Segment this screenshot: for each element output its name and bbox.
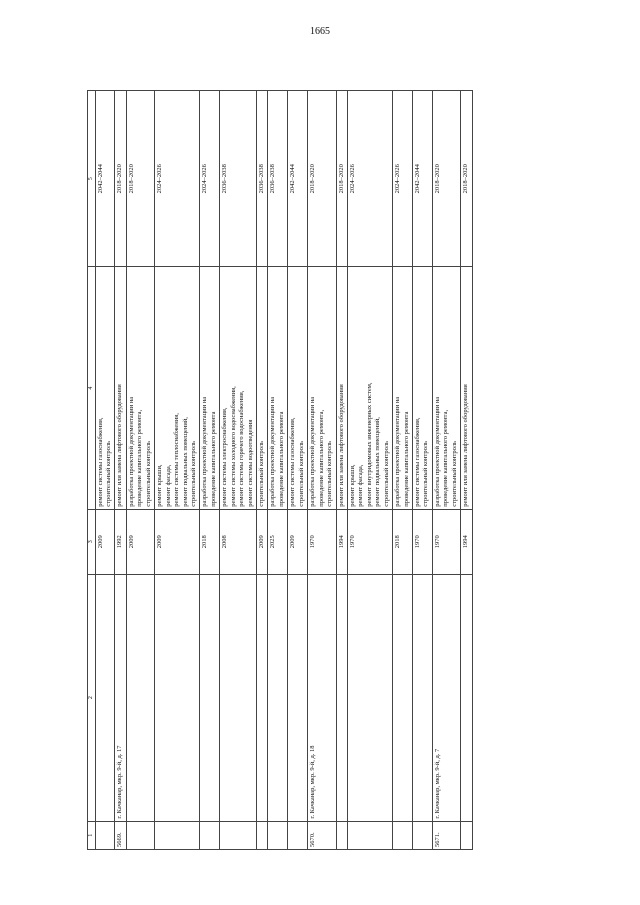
work-line: ремонт системы электроснабжения, — [221, 407, 229, 507]
building-address — [220, 574, 257, 821]
repair-period: 2024–2026 — [155, 91, 200, 267]
table-row — [268, 91, 288, 850]
column-number-5: 5 — [88, 91, 96, 267]
column-number-3: 3 — [88, 509, 96, 574]
work-line: ремонт системы теплоснабжения, — [173, 413, 181, 507]
table-row — [126, 91, 154, 850]
table-row — [308, 91, 336, 850]
repair-period: 2018–2020 — [336, 91, 347, 267]
work-line: разработка проектной документации на — [433, 396, 441, 507]
entry-number — [95, 821, 115, 849]
repair-period: 2018–2020 — [432, 91, 460, 267]
year-cell: 1994 — [461, 509, 472, 574]
work-line: ремонт крыши, — [156, 464, 164, 507]
work-description — [336, 267, 347, 509]
work-line: разработка проектной документации на — [269, 396, 277, 507]
table-row — [220, 91, 257, 850]
repair-period: 2018–2020 — [308, 91, 336, 267]
entry-number: 5669. — [115, 821, 126, 849]
repair-period: 2042–2044 — [413, 91, 433, 267]
entry-number: 5671. — [432, 821, 460, 849]
building-address — [393, 574, 413, 821]
table-row — [347, 91, 392, 850]
work-description — [126, 267, 154, 509]
column-number-2: 2 — [88, 574, 96, 821]
repair-schedule-table — [87, 90, 473, 850]
table-row — [288, 91, 308, 850]
work-description — [155, 267, 200, 509]
work-line: разработка проектной документации на — [201, 396, 209, 507]
building-address — [461, 574, 472, 821]
year-cell: 2018 — [200, 509, 220, 574]
table-header-row — [88, 91, 96, 850]
repair-period: 2024–2026 — [393, 91, 413, 267]
table-row — [336, 91, 347, 850]
work-line: строительный контроль — [144, 441, 152, 507]
repair-period: 2018–2020 — [461, 91, 472, 267]
work-description — [200, 267, 220, 509]
work-description — [220, 267, 257, 509]
column-number-4: 4 — [88, 267, 96, 509]
work-line: строительный контроль — [382, 441, 390, 507]
work-line: проведение капитального ремонта, — [317, 409, 325, 507]
work-line: ремонт подвальных помещений, — [181, 417, 189, 507]
work-line: ремонт или замена лифтового оборудования — [337, 384, 345, 507]
work-line: ремонт системы холодного водоснабжения, — [229, 386, 237, 507]
building-address: г. Качканар, мкр. 9-й, д. 17 — [115, 574, 126, 821]
work-line: строительный контроль — [326, 441, 334, 507]
repair-period: 2018–2020 — [115, 91, 126, 267]
year-cell: 1970 — [413, 509, 433, 574]
work-line: проведение капитального ремонта — [402, 411, 410, 507]
work-description — [413, 267, 433, 509]
year-cell: 1970 — [347, 509, 392, 574]
table-row — [155, 91, 200, 850]
work-line: проведение капитального ремонта — [277, 411, 285, 507]
entry-number — [288, 821, 308, 849]
column-number-1: 1 — [88, 821, 96, 849]
table-row — [115, 91, 126, 850]
work-line: ремонт системы газоснабжения, — [289, 417, 297, 507]
work-line: ремонт системы водоотведения — [246, 419, 254, 507]
work-line: ремонт внутридомовых инженерных систем, — [365, 382, 373, 507]
table-row — [200, 91, 220, 850]
table-row — [461, 91, 472, 850]
work-line: ремонт системы газоснабжения, — [96, 417, 104, 507]
table-row — [257, 91, 268, 850]
work-description — [257, 267, 268, 509]
entry-number — [393, 821, 413, 849]
work-line: строительный контроль — [450, 441, 458, 507]
building-address: г. Качканар, мкр. 9-й, д. 18 — [308, 574, 336, 821]
work-line: строительный контроль — [258, 441, 266, 507]
work-description — [347, 267, 392, 509]
repair-period: 2042–2044 — [288, 91, 308, 267]
work-line: строительный контроль — [422, 441, 430, 507]
work-line: проведение капитального ремонта, — [136, 409, 144, 507]
work-line: ремонт подвальных помещений, — [374, 417, 382, 507]
work-line: строительный контроль — [297, 441, 305, 507]
repair-period: 2036–2038 — [220, 91, 257, 267]
building-address — [95, 574, 115, 821]
entry-number — [220, 821, 257, 849]
year-cell: 2018 — [393, 509, 413, 574]
repair-period: 2024–2026 — [347, 91, 392, 267]
rotated-table-container — [87, 90, 553, 850]
work-description — [393, 267, 413, 509]
work-line: проведение капитального ремонта, — [442, 409, 450, 507]
building-address — [336, 574, 347, 821]
table-row — [95, 91, 115, 850]
work-line: ремонт крыши, — [348, 464, 356, 507]
work-line: ремонт или замена лифтового оборудования — [116, 384, 124, 507]
building-address — [257, 574, 268, 821]
repair-period: 2036–2038 — [268, 91, 288, 267]
page-number: 1665 — [310, 26, 330, 37]
building-address — [413, 574, 433, 821]
year-cell: 1970 — [308, 509, 336, 574]
year-cell: 1970 — [432, 509, 460, 574]
year-cell: 1992 — [115, 509, 126, 574]
year-cell: 1994 — [336, 509, 347, 574]
repair-period: 2024–2026 — [200, 91, 220, 267]
entry-number — [155, 821, 200, 849]
work-description — [115, 267, 126, 509]
building-address — [288, 574, 308, 821]
work-line: ремонт фасада, — [164, 464, 172, 507]
entry-number — [413, 821, 433, 849]
work-description — [95, 267, 115, 509]
entry-number — [257, 821, 268, 849]
work-line: ремонт или замена лифтового оборудования — [462, 384, 470, 507]
entry-number — [200, 821, 220, 849]
entry-number — [461, 821, 472, 849]
building-address — [155, 574, 200, 821]
work-line: строительный контроль — [189, 441, 197, 507]
year-cell: 2009 — [257, 509, 268, 574]
building-address — [347, 574, 392, 821]
entry-number — [268, 821, 288, 849]
repair-period: 2036–2038 — [257, 91, 268, 267]
work-line: проведение капитального ремонта — [209, 411, 217, 507]
year-cell: 2009 — [126, 509, 154, 574]
entry-number — [126, 821, 154, 849]
year-cell: 2009 — [288, 509, 308, 574]
repair-period: 2018–2020 — [126, 91, 154, 267]
entry-number — [347, 821, 392, 849]
entry-number: 5670. — [308, 821, 336, 849]
work-line: разработка проектной документации на — [127, 396, 135, 507]
work-description — [461, 267, 472, 509]
work-line: разработка проектной документации на — [309, 396, 317, 507]
work-line: ремонт системы газоснабжения, — [414, 417, 422, 507]
work-line: ремонт фасада, — [357, 464, 365, 507]
year-cell: 2009 — [95, 509, 115, 574]
work-description — [268, 267, 288, 509]
table-row — [393, 91, 413, 850]
building-address — [268, 574, 288, 821]
work-line: разработка проектной документации на — [394, 396, 402, 507]
work-line: строительный контроль — [105, 441, 113, 507]
year-cell: 2025 — [268, 509, 288, 574]
table-row — [432, 91, 460, 850]
work-line: ремонт системы горячего водоснабжения, — [238, 390, 246, 507]
work-description — [308, 267, 336, 509]
building-address — [200, 574, 220, 821]
building-address: г. Качканар, мкр. 9-й, д. 7 — [432, 574, 460, 821]
year-cell: 2008 — [220, 509, 257, 574]
building-address — [126, 574, 154, 821]
entry-number — [336, 821, 347, 849]
table-row — [413, 91, 433, 850]
repair-period: 2042–2044 — [95, 91, 115, 267]
work-description — [288, 267, 308, 509]
year-cell: 2009 — [155, 509, 200, 574]
work-description — [432, 267, 460, 509]
